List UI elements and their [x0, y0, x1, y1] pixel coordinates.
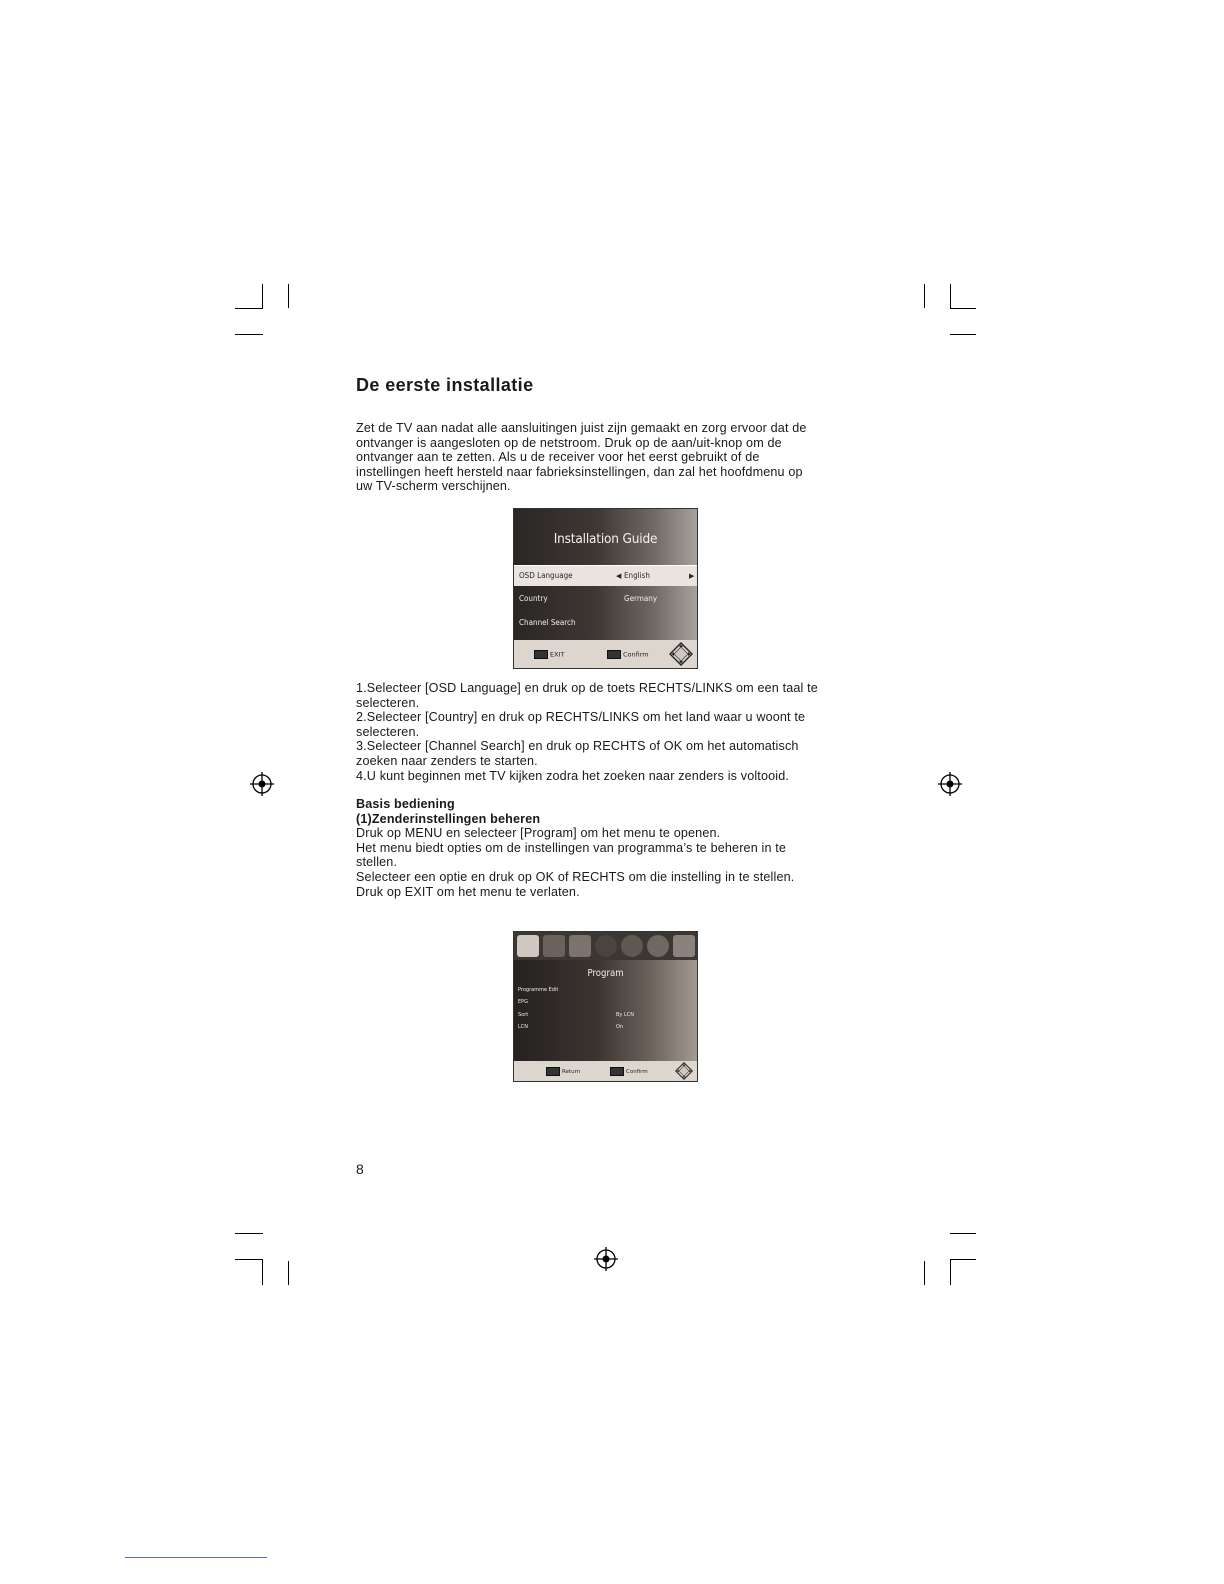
ok-key-icon	[607, 650, 621, 659]
registration-mark-icon	[250, 772, 274, 796]
registration-mark-icon	[594, 1247, 618, 1271]
crop-mark	[950, 334, 976, 335]
text-line: 2.Selecteer [Country] en druk op RECHTS/LINKS om het land waar u woont te	[356, 710, 806, 725]
crop-mark	[262, 1259, 263, 1285]
page-number: 8	[356, 1161, 364, 1177]
page-title: De eerste installatie	[356, 375, 534, 395]
crop-mark	[950, 1233, 976, 1234]
divider	[125, 1557, 267, 1558]
text-line: selecteren.	[356, 724, 420, 739]
basis-section	[356, 797, 794, 899]
text-line: instellingen heeft hersteld naar fabrieksinstellingen, dan zal het hoofdmenu op	[356, 464, 803, 479]
menu-row-label: Channel Search	[519, 618, 576, 627]
steps-paragraph	[356, 681, 818, 783]
menu-row-value: Germany	[624, 594, 658, 603]
crop-mark	[235, 308, 263, 309]
menu-item-value: By LCN	[616, 1012, 634, 1018]
crop-mark	[924, 284, 925, 308]
registration-mark-icon	[938, 772, 962, 796]
text-line: Druk op EXIT om het menu te verlaten.	[356, 884, 580, 899]
arrow-left-icon: ◀	[616, 572, 622, 580]
menu-row-country	[514, 589, 697, 609]
menu-item-value: On	[616, 1024, 624, 1030]
menu-row-value: English	[624, 571, 651, 580]
arrow-right-icon: ▶	[689, 572, 695, 580]
confirm-hint	[607, 650, 649, 659]
return-hint	[546, 1067, 580, 1076]
text-line: zoeken naar zenders te starten.	[356, 753, 538, 768]
text-line: 1.Selecteer [OSD Language] en druk op de toets RECHTS/LINKS om een taal te	[356, 681, 818, 695]
confirm-label: Confirm	[623, 650, 649, 659]
text-line: 3.Selecteer [Channel Search] en druk op RECHTS of OK om het automatisch	[356, 739, 799, 754]
exit-hint	[534, 650, 564, 659]
menu-item-label: EPG	[518, 999, 529, 1005]
screen-footer	[514, 1061, 697, 1081]
text-line: ontvanger aan te zetten. Als u de receiver voor het eerst gebruikt of de	[356, 450, 760, 465]
crop-mark	[950, 1259, 976, 1260]
menu-row-channel-search	[514, 613, 697, 633]
text-line: Druk op MENU en selecteer [Program] om het menu te openen.	[356, 826, 721, 841]
screen-footer	[514, 640, 697, 668]
text-line: Zet de TV aan nadat alle aansluitingen juist zijn gemaakt en zorg ervoor dat de	[356, 421, 807, 435]
intro-paragraph	[356, 421, 807, 494]
crop-mark	[950, 1259, 951, 1285]
text-line: selecteren.	[356, 695, 420, 710]
screen-title: Installation Guide	[553, 531, 658, 547]
crop-mark	[262, 284, 263, 309]
screen-title: Program	[587, 968, 624, 979]
time-tab-icon	[595, 935, 617, 957]
menu-item-label: Sort	[518, 1012, 529, 1018]
exit-label: EXIT	[550, 650, 565, 659]
crop-mark	[235, 1259, 263, 1260]
confirm-hint	[610, 1067, 648, 1076]
crop-mark	[288, 284, 289, 308]
menu-item-label: LCN	[518, 1024, 529, 1030]
option-tab-icon	[621, 935, 643, 957]
text-line: ontvanger is aangesloten op de netstroom. Druk op de aan/uit-knop om de	[356, 435, 782, 450]
channel-search-tab-icon	[569, 935, 591, 957]
section-subheading: (1)Zenderinstellingen beheren	[356, 811, 541, 826]
crop-mark	[235, 1233, 263, 1234]
navigation-pad-icon	[675, 1062, 693, 1080]
confirm-label: Confirm	[626, 1069, 648, 1075]
program-tab-icon	[517, 935, 539, 957]
menu-row-label: OSD Language	[519, 571, 573, 580]
crop-mark	[288, 1261, 289, 1285]
menu-row-osd-language	[514, 565, 697, 586]
system-tab-icon	[647, 935, 669, 957]
ok-key-icon	[610, 1067, 624, 1076]
exit-key-icon	[546, 1067, 560, 1076]
exit-key-icon	[534, 650, 548, 659]
navigation-pad-icon	[669, 642, 693, 666]
return-label: Return	[562, 1069, 581, 1075]
text-line: stellen.	[356, 855, 398, 870]
menu-item-label: Programme Edit	[518, 987, 559, 993]
menu-row-label: Country	[519, 594, 548, 603]
installation-guide-screenshot	[513, 508, 698, 669]
section-heading: Basis bediening	[356, 797, 455, 811]
crop-mark	[235, 334, 263, 335]
crop-mark	[950, 308, 976, 309]
text-line: uw TV-scherm verschijnen.	[356, 479, 511, 494]
usb-tab-icon	[673, 935, 695, 957]
menu-icon-bar	[514, 932, 697, 960]
text-line: 4.U kunt beginnen met TV kijken zodra het zoeken naar zenders is voltooid.	[356, 768, 790, 783]
crop-mark	[924, 1261, 925, 1285]
text-line: Selecteer een optie en druk op OK of RECHTS om die instelling in te stellen.	[356, 869, 795, 884]
text-line: Het menu biedt opties om de instellingen van programma’s te beheren in te	[356, 840, 787, 855]
picture-tab-icon	[543, 935, 565, 957]
program-menu-screenshot	[513, 931, 698, 1082]
crop-mark	[950, 284, 951, 309]
